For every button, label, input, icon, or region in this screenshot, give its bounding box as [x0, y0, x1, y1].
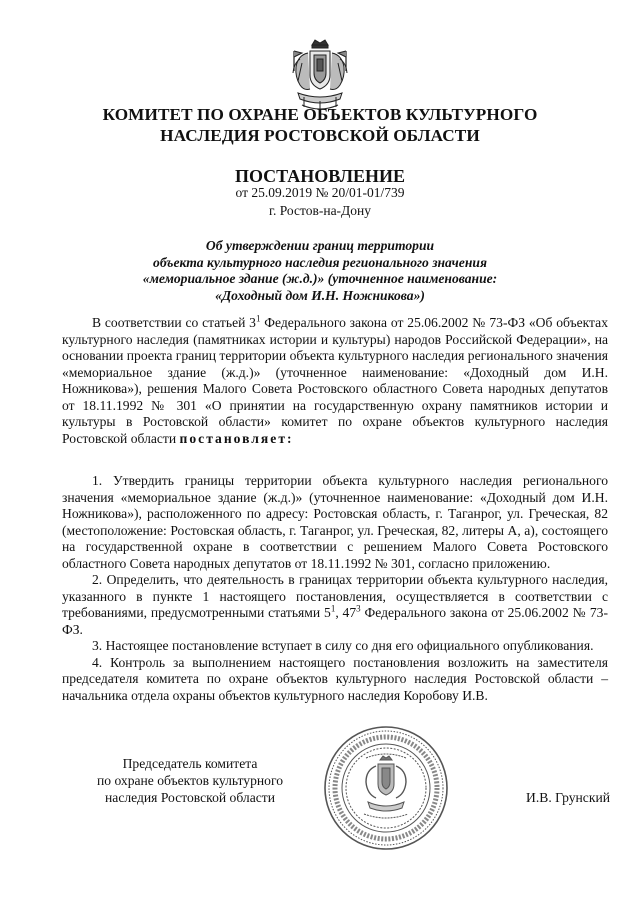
city: г. Ростов-на-Дону	[268, 203, 371, 218]
date-number: от 25.09.2019 № 20/01-01/739	[235, 185, 405, 200]
item-2-superscript-1: 1	[330, 603, 336, 614]
subject-line-2: объекта культурного наследия регионального значения	[153, 254, 487, 270]
preamble-text-2: Федерального закона от 25.06.2002 № 73-ФЗ «Об объектах культурного наследия (памятниках истории и культуры) народов Российской Федерации», на основании проекта границ территории объекта культурного наследия регионального значения «мемориальное здание (ж.д.)» (уточненное наименование: «Доходный дом И.Н. Ножникова»), решения Малого Совета Ростовского областного Совета народных депутатов от 18.11.1992 № 301 «О принятии на государственную охрану памятников истории и культуры в Ростовской области» комитет по охране объектов культурного наследия Ростовской области	[62, 315, 608, 446]
signer-position	[60, 755, 320, 806]
item-2-text-1: 2. Определить, что деятельность в границах территории объекта культурного наследия, указанного в пункте 1 настоящего постановления, осуществляется в соответствии с требованиями, предусмотренными статьями 5	[62, 572, 608, 620]
subject-line-1: Об утверждении границ территории	[205, 238, 435, 253]
item-4: 4. Контроль за выполнением настоящего постановления возложить на заместителя председателя комитета по охране объектов культурного наследия Ростовской области – начальника отдела охраны объектов культурного наследия Коробову И.В.	[62, 654, 608, 703]
org-line-1: КОМИТЕТ ПО ОХРАНЕ ОБЪЕКТОВ КУЛЬТУРНОГО	[102, 105, 538, 124]
item-1: 1. Утвердить границы территории объекта культурного наследия регионального значения «мемориальное здание (ж.д.)» (уточненное наименование: «Доходный дом И.Н. Ножникова»), расположенного по адресу: Ростовская область, г. Таганрог, ул. Греческая, 82 (местоположение: Ростовская область, г. Таганрог, ул. Греческая, 82, литеры А, а), состоящего на государственной охране в соответствии с решением Малого Совета Ростовского областного Совета народных депутатов от 18.11.1992 № 301, согласно приложению.	[62, 473, 608, 571]
item-2-superscript-2: 3	[356, 603, 361, 614]
subject-line-4: «Доходный дом И.Н. Ножникова»)	[215, 287, 425, 303]
position-line-2: по охране объектов культурного	[96, 773, 284, 788]
preamble	[62, 315, 608, 447]
document-meta	[60, 184, 580, 220]
signer-name: И.В. Грунский	[526, 790, 610, 805]
official-seal-icon	[322, 724, 450, 852]
resolves-keyword: постановляет:	[179, 430, 294, 446]
document-subject	[60, 238, 580, 304]
preamble-text-1: В соответствии со статьей 3	[92, 315, 256, 330]
position-line-3: наследия Ростовской области	[105, 790, 275, 805]
document-type: ПОСТАНОВЛЕНИЕ	[234, 166, 406, 186]
subject-line-3: «мемориальное здание (ж.д.)» (уточненное наименование:	[142, 271, 498, 286]
preamble-paragraph	[62, 315, 608, 447]
preamble-superscript: 1	[255, 313, 261, 324]
resolution-items	[62, 473, 608, 704]
item-2	[62, 572, 608, 638]
item-3: 3. Настоящее постановление вступает в силу со дня его официального опубликования.	[92, 638, 594, 653]
item-2-text-3: Федерального закона от 25.06.2002 № 73-ФЗ.	[62, 605, 608, 637]
org-line-2: НАСЛЕДИЯ РОСТОВСКОЙ ОБЛАСТИ	[160, 126, 480, 145]
organization-name	[60, 104, 580, 146]
position-line-1: Председатель комитета	[122, 756, 258, 771]
item-2-text-2: , 47	[335, 605, 357, 620]
